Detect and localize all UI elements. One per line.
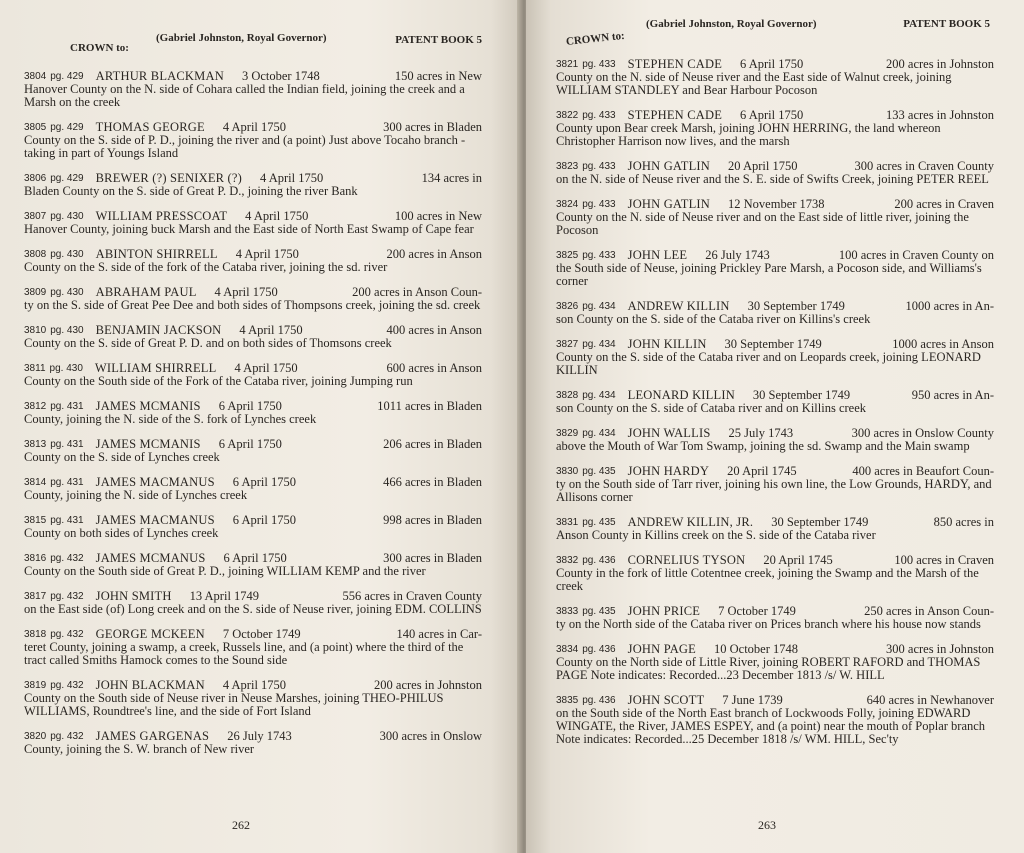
entry-number: 3818	[24, 629, 47, 640]
entry-date: 30 September 1749	[747, 299, 845, 313]
entry-description: County on the South side of the Fork of the Cataba river, joining Jumping run	[24, 374, 413, 388]
patent-entry	[556, 249, 994, 288]
page-number: 263	[758, 818, 776, 832]
entry-number: 3830	[556, 466, 579, 477]
entry-number: 3809	[24, 287, 47, 298]
entry-description: County on the S. side of the fork of the Cataba river, joining the sd. river	[24, 260, 388, 274]
patent-entry	[556, 338, 994, 377]
entry-number: 3828	[556, 390, 579, 401]
patent-entry	[556, 389, 994, 415]
entry-description: County upon Bear creek Marsh, joining JOHN HERRING, the land whereon Christopher Harrison now lives, and the marsh	[556, 121, 941, 148]
entry-grantee: WILLIAM PRESSCOAT	[95, 209, 228, 223]
entry-date: 20 April 1745	[763, 553, 833, 567]
entry-date: 6 April 1750	[232, 513, 296, 527]
entry-grantee: STEPHEN CADE	[627, 108, 723, 122]
entry-description: County on the South side of Neuse river in Neuse Marshes, joining THEO-PHILUS WILLIAMS, Roundtree's line, and the side of Fort Island	[24, 691, 444, 718]
entry-date: 30 September 1749	[752, 388, 851, 402]
patent-entry	[556, 58, 994, 97]
entry-acres: 1011 acres in Bladen	[377, 399, 482, 413]
entry-description: County, joining the N. side of Lynches creek	[24, 488, 248, 502]
entry-description: County on both sides of Lynches creek	[24, 526, 219, 540]
entry-grantee: GEORGE MCKEEN	[95, 627, 205, 641]
entry-acres: 556 acres in Craven County	[342, 589, 482, 603]
entry-page-ref: pg. 430	[50, 287, 84, 298]
entry-number: 3819	[24, 680, 47, 691]
entry-date: 25 July 1743	[728, 426, 794, 440]
entry-description: County on the N. side of Neuse river and on the East side of little river, joining the Pocoson	[556, 210, 969, 237]
page-header	[556, 10, 994, 48]
entry-date: 30 September 1749	[724, 337, 822, 351]
entry-page-ref: pg. 436	[582, 555, 616, 566]
entry-page-ref: pg. 432	[50, 553, 84, 564]
entry-acres: 300 acres in Onslow	[379, 729, 482, 743]
patent-entry	[24, 476, 482, 502]
entry-grantee: STEPHEN CADE	[627, 57, 723, 71]
entry-number: 3806	[24, 173, 47, 184]
patent-entry	[24, 438, 482, 464]
entry-description: on the N. side of Neuse river and the S. E. side of Swifts Creek, joining PETER REEL	[556, 172, 989, 186]
entry-description: ty on the South side of Tarr river, joining his own line, the Low Grounds, HARDY, and Allisons corner	[556, 477, 992, 504]
entry-acres: 600 acres in Anson	[386, 361, 482, 375]
entry-description: teret County, joining a swamp, a creek, Russels line, and (a point) where the third of the tract called Smiths Hamock comes to the Sound side	[24, 640, 464, 667]
entry-number: 3827	[556, 339, 579, 350]
entry-date: 6 April 1750	[740, 57, 804, 71]
entry-description: County in the fork of little Cotentnee creek, joining the Swamp and the Marsh of the creek	[556, 566, 979, 593]
entry-page-ref: pg. 429	[50, 71, 84, 82]
entry-number: 3810	[24, 325, 47, 336]
entry-page-ref: pg. 430	[50, 249, 84, 260]
entry-page-ref: pg. 430	[50, 325, 84, 336]
patent-entry	[24, 70, 482, 109]
patent-entry	[556, 643, 994, 682]
entry-date: 7 October 1749	[718, 604, 796, 618]
entry-grantee: JOHN WALLIS	[627, 426, 711, 440]
entry-description: County on the N. side of Neuse river and the East side of Walnut creek, joining WILLIAM STANDLEY and Bear Harbour Pocoson	[556, 70, 952, 97]
entry-grantee: JOHN LEE	[627, 248, 688, 262]
patent-entry	[24, 324, 482, 350]
patent-entry	[556, 198, 994, 237]
entry-date: 4 April 1750	[260, 171, 324, 185]
entry-description: ty on the S. side of Great Pee Dee and both sides of Thompsons creek, joining the sd. creek	[24, 298, 481, 312]
entry-grantee: BREWER (?) SENIXER (?)	[95, 171, 243, 185]
entry-page-ref: pg. 429	[50, 122, 84, 133]
entry-date: 4 April 1750	[222, 120, 287, 134]
entry-number: 3826	[556, 301, 579, 312]
patent-entry	[556, 109, 994, 148]
entry-number: 3811	[24, 363, 46, 374]
entry-acres: 300 acres in Bladen	[383, 551, 482, 565]
entry-description: son County on the S. side of Cataba river and on Killins creek	[556, 401, 867, 415]
patent-entry	[556, 427, 994, 453]
entry-date: 6 April 1750	[232, 475, 296, 489]
entry-acres: 134 acres in	[421, 171, 482, 185]
entry-date: 20 April 1750	[728, 159, 798, 173]
entry-number: 3822	[556, 110, 579, 121]
entry-grantee: JAMES GARGENAS	[95, 729, 210, 743]
entry-grantee: ABRAHAM PAUL	[95, 285, 197, 299]
entry-date: 4 April 1750	[222, 678, 287, 692]
entry-acres: 150 acres in New	[394, 69, 482, 83]
entry-description: the South side of Neuse, joining Prickley Pare Marsh, a Pocoson side, and Williams's corner	[556, 261, 982, 288]
header-crown: CROWN to:	[70, 42, 129, 54]
patent-entry	[24, 362, 482, 388]
entry-acres: 950 acres in An-	[911, 388, 994, 402]
entry-acres: 300 acres in Onslow County	[851, 426, 994, 440]
patent-entry	[556, 605, 994, 631]
entry-acres: 998 acres in Bladen	[383, 513, 482, 527]
patent-entry	[24, 514, 482, 540]
entry-date: 7 October 1749	[222, 627, 301, 641]
entry-grantee: JOHN SMITH	[95, 589, 172, 603]
entry-description: above the Mouth of War Tom Swamp, joining the sd. Swamp and the Main swamp	[556, 439, 970, 453]
entry-date: 6 April 1750	[218, 437, 282, 451]
patent-entry	[24, 248, 482, 274]
entry-page-ref: pg. 431	[50, 439, 84, 450]
entry-grantee: JAMES MACMANUS	[95, 475, 215, 489]
patent-entry	[24, 628, 482, 667]
entry-date: 6 April 1750	[223, 551, 287, 565]
right-page	[526, 0, 1024, 853]
entry-date: 4 April 1750	[234, 361, 298, 375]
entry-date: 4 April 1750	[239, 323, 303, 337]
entry-grantee: JOHN KILLIN	[627, 337, 707, 351]
entry-date: 10 October 1748	[714, 642, 799, 656]
header-governor: (Gabriel Johnston, Royal Governor)	[646, 18, 817, 30]
entry-acres: 300 acres in Craven County	[854, 159, 994, 173]
entry-page-ref: pg. 430	[50, 211, 84, 222]
entry-page-ref: pg. 435	[582, 606, 616, 617]
entry-acres: 133 acres in Johnston	[886, 108, 994, 122]
entry-acres: 400 acres in Beaufort Coun-	[852, 464, 994, 478]
entry-acres: 100 acres in Craven	[894, 553, 994, 567]
entry-description: on the South side of the North East branch of Lockwoods Folly, joining EDWARD WINGATE, the River, JAMES ESPEY, and (a point) near the mouth of Poplar branch Note indicates: Recorded...25 December 1818 /s/ WM. HILL, Sec'ty	[556, 706, 986, 746]
entry-number: 3805	[24, 122, 47, 133]
entry-description: County on the S. side of Great P. D. and on both sides of Thomsons creek	[24, 336, 392, 350]
entry-number: 3831	[556, 517, 579, 528]
entry-number: 3832	[556, 555, 579, 566]
entry-description: Hanover County on the N. side of Cohara called the Indian field, joining the creek and a Marsh on the creek	[24, 82, 465, 109]
entry-date: 6 April 1750	[740, 108, 804, 122]
entry-acres: 206 acres in Bladen	[383, 437, 482, 451]
entry-page-ref: pg. 435	[582, 466, 616, 477]
entry-number: 3815	[24, 515, 47, 526]
entry-page-ref: pg. 429	[50, 173, 84, 184]
header-book: PATENT BOOK 5	[395, 34, 482, 46]
header-governor: (Gabriel Johnston, Royal Governor)	[156, 32, 327, 44]
entry-description: Bladen County on the S. side of Great P. D., joining the river Bank	[24, 184, 358, 198]
page-header	[24, 28, 482, 58]
entry-grantee: BENJAMIN JACKSON	[95, 323, 222, 337]
entry-page-ref: pg. 432	[50, 591, 84, 602]
entry-grantee: LEONARD KILLIN	[627, 388, 735, 402]
patent-entry	[556, 516, 994, 542]
entry-page-ref: pg. 435	[582, 517, 616, 528]
entry-description: County on the S. side of the Cataba river and on Leopards creek, joining LEONARD KILLIN	[556, 350, 981, 377]
entry-number: 3833	[556, 606, 579, 617]
entry-date: 26 July 1743	[705, 248, 770, 262]
entry-date: 4 April 1750	[235, 247, 299, 261]
entry-description: County on the South side of Great P. D., joining WILLIAM KEMP and the river	[24, 564, 426, 578]
entry-grantee: ANDREW KILLIN, JR.	[627, 515, 754, 529]
patent-entry	[24, 286, 482, 312]
patent-entry	[24, 121, 482, 160]
entry-grantee: JOHN HARDY	[627, 464, 710, 478]
entry-page-ref: pg. 436	[582, 644, 616, 655]
patent-entry	[24, 679, 482, 718]
entry-number: 3816	[24, 553, 47, 564]
entry-date: 20 April 1745	[727, 464, 797, 478]
entry-grantee: WILLIAM SHIRRELL	[94, 361, 217, 375]
patent-entry	[556, 554, 994, 593]
entry-number: 3817	[24, 591, 47, 602]
patent-entry	[24, 172, 482, 198]
entry-page-ref: pg. 434	[582, 301, 616, 312]
entry-date: 4 April 1750	[245, 209, 309, 223]
entry-number: 3829	[556, 428, 579, 439]
entry-acres: 466 acres in Bladen	[383, 475, 482, 489]
entry-number: 3823	[556, 161, 579, 172]
entry-number: 3835	[556, 695, 579, 706]
entry-grantee: JOHN BLACKMAN	[95, 678, 205, 692]
entry-acres: 200 acres in Johnston	[374, 678, 482, 692]
entry-grantee: JAMES MCMANUS	[95, 551, 206, 565]
entry-date: 6 April 1750	[218, 399, 282, 413]
entry-page-ref: pg. 431	[50, 401, 84, 412]
entry-grantee: JOHN GATLIN	[627, 159, 711, 173]
page-number: 262	[232, 818, 250, 832]
entry-acres: 200 acres in Anson	[386, 247, 482, 261]
entry-date: 12 November 1738	[728, 197, 825, 211]
entry-acres: 140 acres in Car-	[396, 627, 482, 641]
patent-entry	[24, 552, 482, 578]
entry-page-ref: pg. 433	[582, 161, 616, 172]
entry-number: 3812	[24, 401, 47, 412]
entry-date: 4 April 1750	[214, 285, 278, 299]
entry-acres: 250 acres in Anson Coun-	[864, 604, 994, 618]
entry-number: 3813	[24, 439, 47, 450]
entry-grantee: JOHN GATLIN	[627, 197, 711, 211]
entry-date: 30 September 1749	[771, 515, 869, 529]
entry-number: 3834	[556, 644, 579, 655]
entry-description: ty on the North side of the Cataba river on Prices branch where his house now stands	[556, 617, 981, 631]
entry-acres: 640 acres in Newhanover	[866, 693, 994, 707]
entry-grantee: ABINTON SHIRRELL	[95, 247, 218, 261]
entry-page-ref: pg. 433	[582, 110, 616, 121]
entry-number: 3807	[24, 211, 47, 222]
entry-acres: 1000 acres in Anson	[892, 337, 994, 351]
entry-number: 3808	[24, 249, 47, 260]
entry-number: 3804	[24, 71, 47, 82]
entry-list	[24, 70, 482, 756]
entry-description: County on the S. side of Lynches creek	[24, 450, 220, 464]
entry-page-ref: pg. 430	[49, 363, 83, 374]
entry-list	[556, 58, 994, 746]
entry-number: 3824	[556, 199, 579, 210]
entry-description: Hanover County, joining buck Marsh and the East side of North East Swamp of Cape fear	[24, 222, 474, 236]
entry-acres: 100 acres in Craven County on	[838, 248, 994, 262]
entry-acres: 850 acres in	[933, 515, 994, 529]
patent-entry	[556, 300, 994, 326]
entry-acres: 1000 acres in An-	[905, 299, 994, 313]
entry-acres: 200 acres in Craven	[894, 197, 994, 211]
entry-date: 13 April 1749	[189, 589, 260, 603]
entry-page-ref: pg. 431	[50, 477, 84, 488]
entry-grantee: JOHN PRICE	[627, 604, 701, 618]
entry-grantee: JAMES MACMANUS	[95, 513, 215, 527]
entry-page-ref: pg. 431	[50, 515, 84, 526]
entry-description: son County on the S. side of the Cataba river on Killins's creek	[556, 312, 871, 326]
entry-acres: 300 acres in Bladen	[383, 120, 482, 134]
entry-acres: 400 acres in Anson	[386, 323, 482, 337]
entry-page-ref: pg. 434	[582, 428, 616, 439]
entry-description: County on the North side of Little River, joining ROBERT RAFORD and THOMAS PAGE Note indicates: Recorded...23 December 1813 /s/ W. HILL	[556, 655, 981, 682]
entry-page-ref: pg. 436	[582, 695, 616, 706]
entry-date: 7 June 1739	[722, 693, 783, 707]
entry-grantee: ARTHUR BLACKMAN	[95, 69, 224, 83]
entry-description: on the East side (of) Long creek and on the S. side of Neuse river, joining EDM. COLLINS	[24, 602, 482, 616]
entry-page-ref: pg. 432	[50, 731, 84, 742]
patent-entry	[24, 210, 482, 236]
entry-date: 26 July 1743	[227, 729, 292, 743]
entry-grantee: JAMES MCMANIS	[95, 399, 201, 413]
patent-entry	[24, 400, 482, 426]
entry-description: County, joining the S. W. branch of New river	[24, 742, 255, 756]
entry-description: Anson County in Killins creek on the S. side of the Cataba river	[556, 528, 876, 542]
entry-acres: 200 acres in Johnston	[886, 57, 994, 71]
patent-entry	[24, 730, 482, 756]
header-book: PATENT BOOK 5	[903, 18, 990, 30]
entry-number: 3814	[24, 477, 47, 488]
entry-description: County on the S. side of P. D., joining the river and (a point) Just above Tocaho branch - taking in part of Youngs Island	[24, 133, 466, 160]
entry-grantee: CORNELIUS TYSON	[627, 553, 746, 567]
entry-date: 3 October 1748	[241, 69, 320, 83]
entry-page-ref: pg. 433	[582, 250, 616, 261]
entry-grantee: JOHN SCOTT	[627, 693, 705, 707]
entry-number: 3825	[556, 250, 579, 261]
entry-page-ref: pg. 434	[582, 339, 616, 350]
entry-number: 3820	[24, 731, 47, 742]
entry-grantee: ANDREW KILLIN	[627, 299, 730, 313]
entry-acres: 100 acres in New	[394, 209, 482, 223]
patent-entry	[556, 160, 994, 186]
entry-grantee: JOHN PAGE	[627, 642, 696, 656]
entry-page-ref: pg. 433	[582, 59, 616, 70]
entry-page-ref: pg. 433	[582, 199, 616, 210]
entry-acres: 200 acres in Anson Coun-	[352, 285, 482, 299]
entry-number: 3821	[556, 59, 579, 70]
entry-page-ref: pg. 432	[50, 680, 84, 691]
patent-entry	[24, 590, 482, 616]
entry-grantee: THOMAS GEORGE	[95, 120, 205, 134]
entry-page-ref: pg. 434	[582, 390, 616, 401]
header-crown: CROWN to:	[565, 29, 626, 48]
patent-entry	[556, 694, 994, 746]
entry-page-ref: pg. 432	[50, 629, 84, 640]
entry-description: County, joining the N. side of the S. fork of Lynches creek	[24, 412, 317, 426]
patent-entry	[556, 465, 994, 504]
entry-grantee: JAMES MCMANIS	[95, 437, 201, 451]
entry-acres: 300 acres in Johnston	[886, 642, 994, 656]
